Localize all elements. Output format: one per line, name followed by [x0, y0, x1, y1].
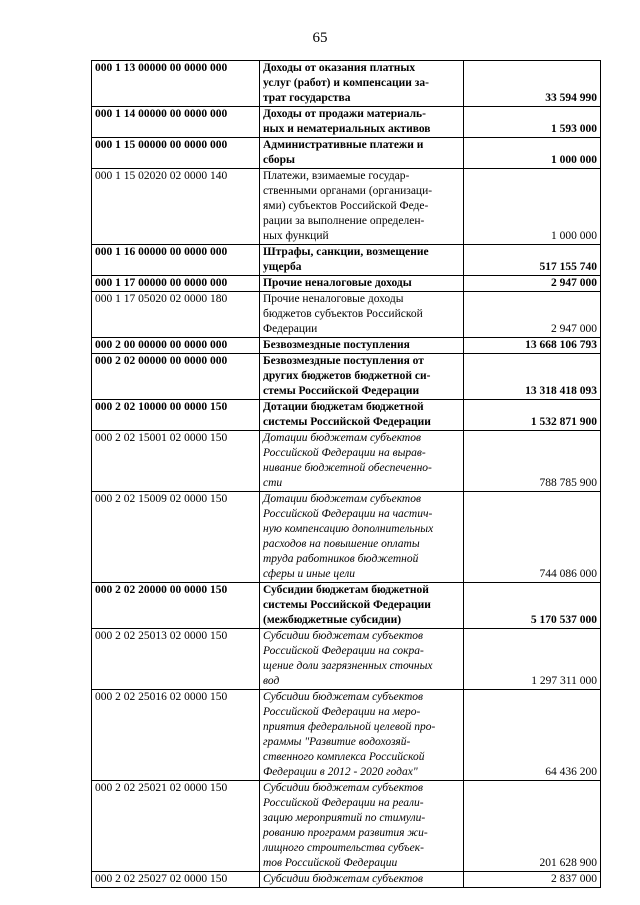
revenue-description [260, 872, 464, 888]
revenue-code: 000 1 13 00000 00 0000 000 [92, 61, 260, 107]
description-line: Доходы от оказания платных [263, 62, 416, 74]
revenue-amount: 788 785 900 [464, 431, 601, 492]
revenue-description [260, 276, 464, 292]
description-line: Штрафы, санкции, возмещение [263, 246, 429, 258]
description-line: Прочие неналоговые доходы [263, 293, 404, 305]
revenue-code: 000 1 15 02020 02 0000 140 [92, 169, 260, 245]
revenue-amount: 2 947 000 [464, 276, 601, 292]
revenue-amount: 5 170 537 000 [464, 583, 601, 629]
description-line: ных и нематериальных активов [263, 123, 431, 135]
description-line: Безвозмездные поступления от [263, 355, 424, 367]
description-line: Субсидии бюджетам субъектов [263, 691, 424, 703]
description-line: бюджетов субъектов Российской [263, 308, 423, 320]
revenue-code: 000 2 02 00000 00 0000 000 [92, 354, 260, 400]
description-line: Платежи, взимаемые государ- [263, 170, 410, 182]
revenue-amount: 744 086 000 [464, 492, 601, 583]
revenue-description [260, 138, 464, 169]
description-line: приятия федеральной целевой про- [263, 721, 436, 733]
description-line: сти [263, 477, 283, 489]
revenue-amount: 13 318 418 093 [464, 354, 601, 400]
description-line: вод [263, 675, 280, 687]
table-row [92, 629, 601, 690]
revenue-amount: 1 297 311 000 [464, 629, 601, 690]
description-line: Дотации бюджетам бюджетной [263, 401, 424, 413]
description-line: труда работников бюджетной [263, 553, 419, 565]
description-line: ями) субъектов Российской Феде- [263, 200, 429, 212]
description-line: зацию мероприятий по стимули- [263, 812, 426, 824]
revenue-amount: 201 628 900 [464, 781, 601, 872]
table-row [92, 583, 601, 629]
description-line: Дотации бюджетам субъектов [263, 432, 421, 444]
revenue-description [260, 61, 464, 107]
table-row [92, 431, 601, 492]
revenue-description [260, 629, 464, 690]
description-line: расходов на повышение оплаты [263, 538, 420, 550]
table-row [92, 872, 601, 888]
description-line: Субсидии бюджетам субъектов [263, 873, 424, 885]
revenue-code: 000 2 02 25021 02 0000 150 [92, 781, 260, 872]
description-line: ственного комплекса Российской [263, 751, 425, 763]
revenue-code: 000 2 02 15009 02 0000 150 [92, 492, 260, 583]
table-body [92, 61, 601, 888]
budget-table [91, 60, 601, 888]
table-row [92, 276, 601, 292]
revenue-code: 000 2 02 20000 00 0000 150 [92, 583, 260, 629]
revenue-amount: 33 594 990 [464, 61, 601, 107]
revenue-code: 000 2 00 00000 00 0000 000 [92, 338, 260, 354]
table-row [92, 292, 601, 338]
revenue-code: 000 2 02 10000 00 0000 150 [92, 400, 260, 431]
revenue-description [260, 690, 464, 781]
revenue-description [260, 245, 464, 276]
description-line: стемы Российской Федерации [263, 385, 420, 397]
description-line: системы Российской Федерации [263, 416, 431, 428]
revenue-code: 000 2 02 15001 02 0000 150 [92, 431, 260, 492]
revenue-code: 000 1 15 00000 00 0000 000 [92, 138, 260, 169]
revenue-code: 000 1 16 00000 00 0000 000 [92, 245, 260, 276]
description-line: сборы [263, 154, 295, 166]
revenue-code: 000 1 17 00000 00 0000 000 [92, 276, 260, 292]
description-line: тов Российской Федерации [263, 857, 398, 869]
description-line: лищного строительства субъек- [263, 842, 424, 854]
revenue-code: 000 1 14 00000 00 0000 000 [92, 107, 260, 138]
revenue-amount: 2 837 000 [464, 872, 601, 888]
revenue-amount: 517 155 740 [464, 245, 601, 276]
table-row [92, 107, 601, 138]
description-line: (межбюджетные субсидии) [263, 614, 402, 626]
revenue-amount: 1 532 871 900 [464, 400, 601, 431]
revenue-description [260, 400, 464, 431]
description-line: услуг (работ) и компенсации за- [263, 77, 429, 89]
revenue-code: 000 2 02 25013 02 0000 150 [92, 629, 260, 690]
table-row [92, 61, 601, 107]
description-line: щение доли загрязненных сточных [263, 660, 433, 672]
table-row [92, 138, 601, 169]
revenue-amount: 64 436 200 [464, 690, 601, 781]
revenue-description [260, 354, 464, 400]
page-number: 65 [312, 30, 328, 46]
description-line: ущерба [263, 261, 302, 273]
description-line: Российской Федерации на сокра- [263, 645, 424, 657]
revenue-code: 000 2 02 25027 02 0000 150 [92, 872, 260, 888]
description-line: других бюджетов бюджетной си- [263, 370, 431, 382]
revenue-amount: 13 668 106 793 [464, 338, 601, 354]
revenue-description [260, 107, 464, 138]
description-line: ных функций [263, 230, 329, 242]
table-row [92, 245, 601, 276]
description-line: нивание бюджетной обеспеченно- [263, 462, 432, 474]
table-row [92, 690, 601, 781]
revenue-description [260, 169, 464, 245]
revenue-description [260, 492, 464, 583]
description-line: Субсидии бюджетам субъектов [263, 782, 424, 794]
description-line: сферы и иные цели [263, 568, 355, 580]
description-line: Федерации в 2012 - 2020 годах" [263, 766, 418, 778]
table-row [92, 354, 601, 400]
revenue-description [260, 431, 464, 492]
description-line: Субсидии бюджетам бюджетной [263, 584, 429, 596]
description-line: трат государства [263, 92, 351, 104]
description-line: Безвозмездные поступления [263, 339, 410, 351]
description-line: Дотации бюджетам субъектов [263, 493, 421, 505]
description-line: граммы "Развитие водохозяй- [263, 736, 411, 748]
revenue-amount: 1 000 000 [464, 138, 601, 169]
table-row [92, 781, 601, 872]
revenue-amount: 2 947 000 [464, 292, 601, 338]
description-line: Административные платежи и [263, 139, 424, 151]
revenue-description [260, 781, 464, 872]
revenue-code: 000 1 17 05020 02 0000 180 [92, 292, 260, 338]
description-line: Российской Федерации на меро- [263, 706, 421, 718]
description-line: системы Российской Федерации [263, 599, 431, 611]
table-row [92, 400, 601, 431]
revenue-description [260, 292, 464, 338]
table-row [92, 492, 601, 583]
description-line: рации за выполнение определен- [263, 215, 425, 227]
description-line: ственными органами (организаци- [263, 185, 433, 197]
description-line: Российской Федерации на реали- [263, 797, 424, 809]
description-line: Федерации [263, 323, 318, 335]
description-line: Доходы от продажи материаль- [263, 108, 426, 120]
table-row [92, 169, 601, 245]
revenue-amount: 1 593 000 [464, 107, 601, 138]
revenue-description [260, 583, 464, 629]
revenue-code: 000 2 02 25016 02 0000 150 [92, 690, 260, 781]
revenue-amount: 1 000 000 [464, 169, 601, 245]
description-line: Российской Федерации на частич- [263, 508, 433, 520]
description-line: Прочие неналоговые доходы [263, 277, 412, 289]
table-row [92, 338, 601, 354]
description-line: ную компенсацию дополнительных [263, 523, 434, 535]
description-line: Российской Федерации на вырав- [263, 447, 426, 459]
description-line: Субсидии бюджетам субъектов [263, 630, 424, 642]
revenue-description [260, 338, 464, 354]
description-line: рованию программ развития жи- [263, 827, 428, 839]
